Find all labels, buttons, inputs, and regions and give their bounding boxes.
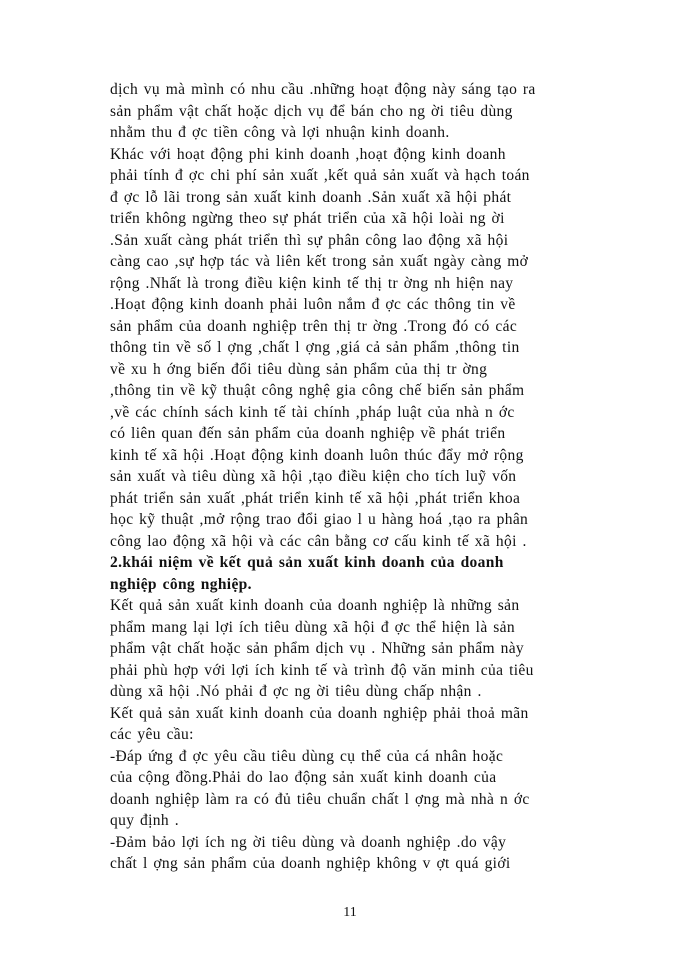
text-line: doanh nghiệp làm ra có đủ tiêu chuẩn chất l ợng mà nhà n ớc	[110, 790, 530, 808]
text-line: sản phẩm vật chất hoặc dịch vụ để bán cho ng ời tiêu dùng	[110, 102, 513, 120]
text-line: dịch vụ mà mình có nhu cầu .những hoạt động này sáng tạo ra	[110, 81, 536, 98]
text-line: kinh tế xã hội .Hoạt động kinh doanh luôn thúc đẩy mở rộng	[110, 446, 524, 464]
text-line: -Đáp ứng đ ợc yêu cầu tiêu dùng cụ thể của cá nhân hoặc	[110, 747, 504, 765]
section-heading-line: 2.khái niệm về kết quả sản xuất kinh doanh của doanh	[110, 554, 504, 571]
text-line: .Hoạt động kinh doanh phải luôn nắm đ ợc các thông tin về	[110, 296, 516, 313]
text-line: có liên quan đến sản phẩm của doanh nghiệp về phát triển	[110, 425, 506, 442]
text-line: quy định .	[110, 812, 179, 829]
text-line: Kết quả sản xuất kinh doanh của doanh nghiệp là những sản	[110, 597, 520, 614]
text-line: thông tin về số l ợng ,chất l ợng ,giá cả sản phẩm ,thông tin	[110, 339, 520, 356]
text-line: càng cao ,sự hợp tác và liên kết trong sản xuất ngày càng mở	[110, 253, 529, 270]
text-line: học kỹ thuật ,mở rộng trao đổi giao l u hàng hoá ,tạo ra phân	[110, 511, 529, 528]
text-line: sản phẩm của doanh nghiệp trên thị tr ờng .Trong đó có các	[110, 317, 518, 335]
text-line: Khác với hoạt động phi kinh doanh ,hoạt động kinh doanh	[110, 145, 506, 163]
text-line: các yêu cầu:	[110, 726, 194, 743]
text-line: phẩm vật chất hoặc sản phẩm dịch vụ . Những sản phẩm này	[110, 640, 525, 657]
text-line: sản xuất và tiêu dùng xã hội ,tạo điều kiện cho tích luỹ vốn	[110, 468, 517, 485]
text-line: .Sản xuất càng phát triển thì sự phân công lao động xã hội	[110, 231, 509, 249]
text-line: phải phù hợp với lợi ích kinh tế và trình độ văn minh của tiêu	[110, 661, 534, 679]
section-heading-line: nghiệp công nghiệp.	[110, 575, 252, 593]
text-line: rộng .Nhất là trong điều kiện kinh tế thị tr ờng nh hiện nay	[110, 274, 514, 292]
body-text	[110, 79, 634, 875]
text-line: phải tính đ ợc chi phí sản xuất ,kết quả sản xuất và hạch toán	[110, 167, 530, 184]
text-line: ,thông tin về kỹ thuật công nghệ gia công chế biến sản phẩm	[110, 382, 525, 399]
text-line: phẩm mang lại lợi ích tiêu dùng xã hội đ ợc thể hiện là sản	[110, 618, 515, 636]
text-line: của cộng đồng.Phải do lao động sản xuất kinh doanh của	[110, 769, 497, 786]
text-line: ,về các chính sách kinh tế tài chính ,pháp luật của nhà n ớc	[110, 403, 515, 421]
text-line: đ ợc lỗ lãi trong sản xuất kinh doanh .Sản xuất xã hội phát	[110, 188, 512, 206]
page-number: 11	[343, 905, 357, 920]
text-line: công lao động xã hội và các cân bằng cơ cấu kinh tế xã hội .	[110, 532, 527, 550]
text-line: -Đảm bảo lợi ích ng ời tiêu dùng và doanh nghiệp .do vậy	[110, 833, 507, 851]
text-line: về xu h ớng biến đổi tiêu dùng sản phẩm của thị tr ờng	[110, 360, 488, 378]
text-line: triển không ngừng theo sự phát triển của xã hội loài ng ời	[110, 210, 505, 227]
text-line: dùng xã hội .Nó phải đ ợc ng ời tiêu dùng chấp nhận .	[110, 683, 482, 700]
text-line: chất l ợng sản phẩm của doanh nghiệp không v ợt quá giới	[110, 855, 511, 872]
text-line: phát triển sản xuất ,phát triển kinh tế xã hội ,phát triển khoa	[110, 489, 521, 507]
text-line: nhằm thu đ ợc tiền công và lợi nhuận kinh doanh.	[110, 124, 450, 141]
text-line: Kết quả sản xuất kinh doanh của doanh nghiệp phải thoả mãn	[110, 704, 529, 722]
